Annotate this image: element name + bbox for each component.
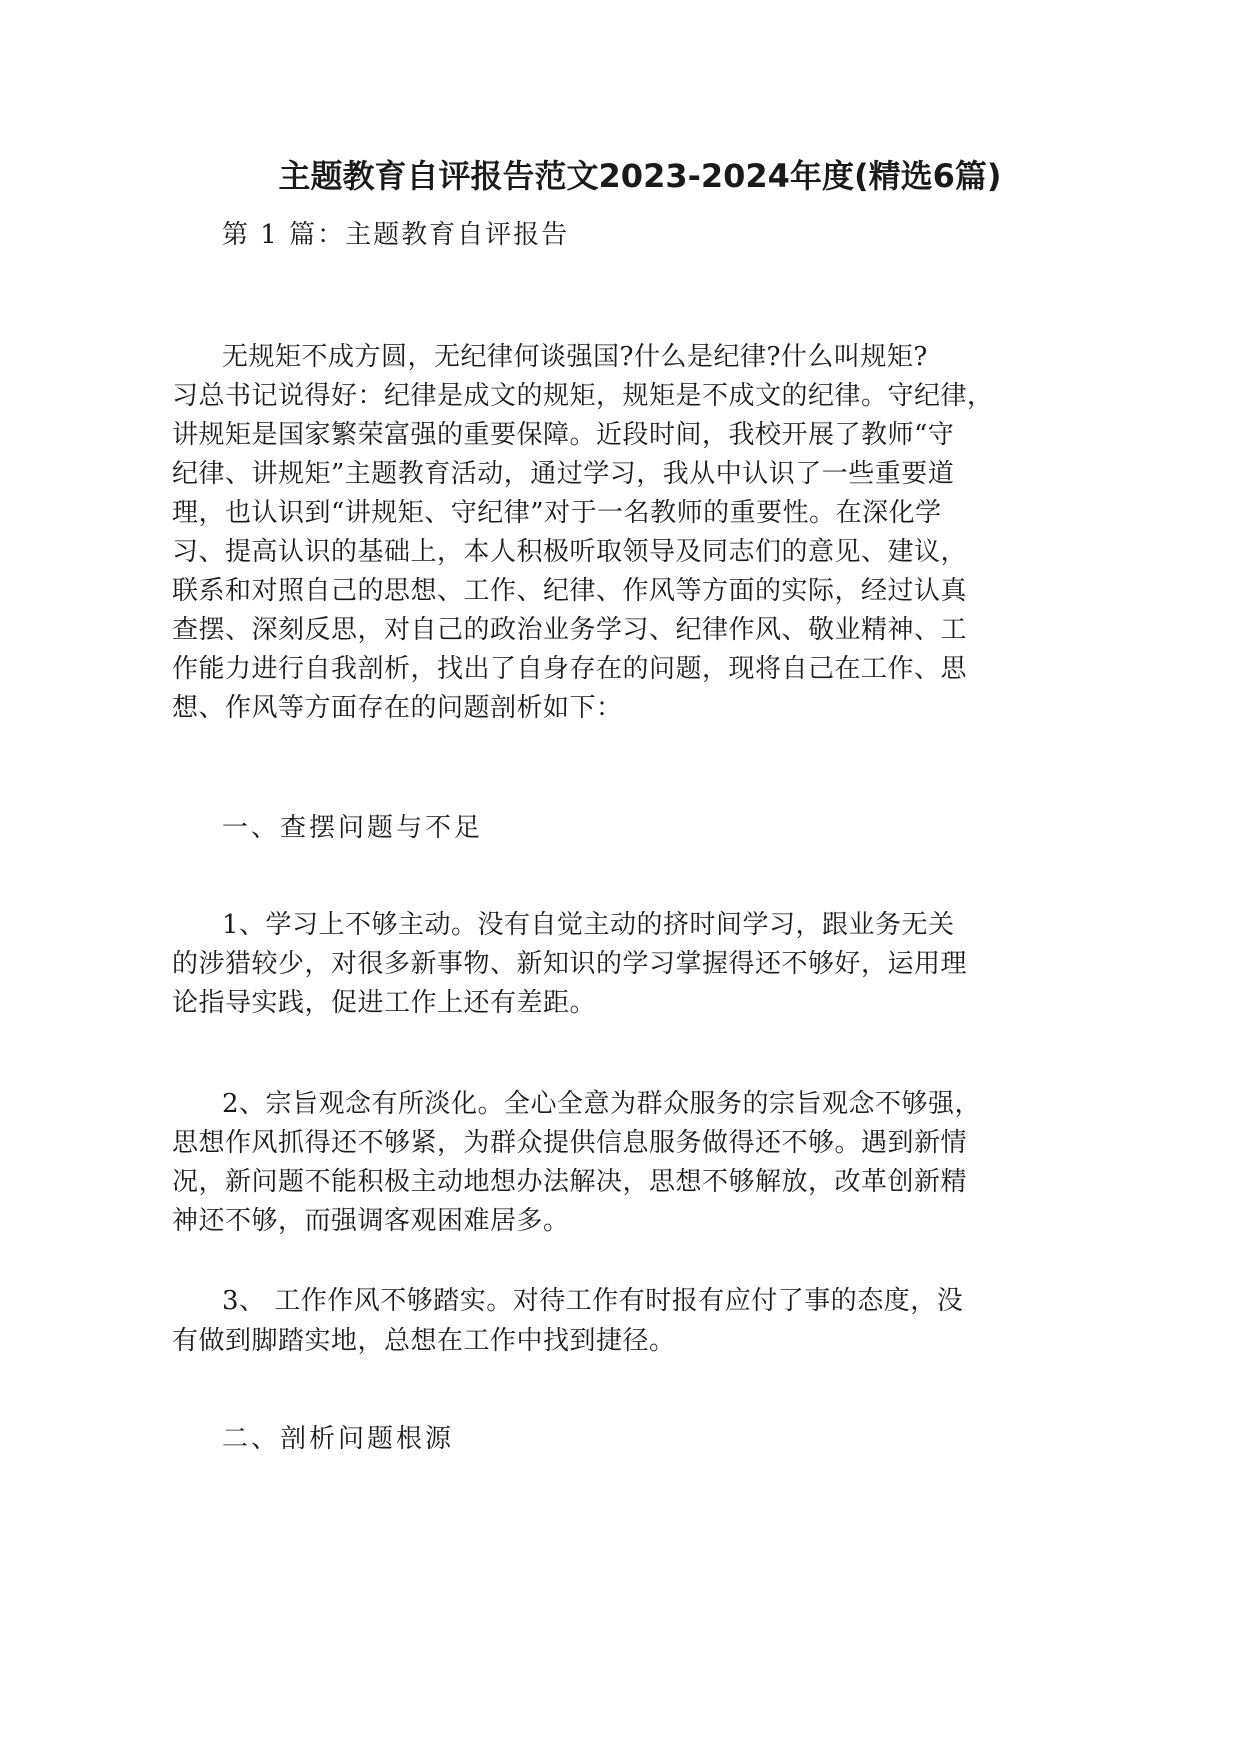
paragraph-line: 纪律、讲规矩”主题教育活动，通过学习，我从中认识了一些重要道 xyxy=(172,459,955,489)
paragraph-line: 习、提高认识的基础上，本人积极听取领导及同志们的意见、建议， xyxy=(172,537,968,567)
paragraph-line: 习总书记说得好：纪律是成文的规矩，规矩是不成文的纪律。守纪律， xyxy=(172,381,994,411)
paragraph-line: 作能力进行自我剖析，找出了自身存在的问题，现将自己在工作、思 xyxy=(172,654,968,684)
paragraph-line: 想、作风等方面存在的问题剖析如下： xyxy=(172,693,623,723)
paragraph-line: 查摆、深刻反思，对自己的政治业务学习、纪律作风、敬业精神、工 xyxy=(172,615,968,645)
paragraph-line: 的涉猎较少，对很多新事物、新知识的学习掌握得还不够好，运用理 xyxy=(172,949,968,979)
section-heading-1: 一、查摆问题与不足 xyxy=(222,813,484,843)
paragraph-line: 无规矩不成方圆，无纪律何谈强国?什么是纪律?什么叫规矩? xyxy=(222,342,928,372)
paragraph-line: 况，新问题不能积极主动地想办法解决，思想不够解放，改革创新精 xyxy=(172,1167,968,1197)
paragraph-line: 有做到脚踏实地，总想在工作中找到捷径。 xyxy=(172,1326,676,1356)
paragraph-line: 神还不够，而强调客观困难居多。 xyxy=(172,1206,570,1236)
paragraph-line: 理，也认识到“讲规矩、守纪律”对于一名教师的重要性。在深化学 xyxy=(172,498,942,528)
paragraph-line: 3、 工作作风不够踏实。对待工作有时报有应付了事的态度，没 xyxy=(222,1286,964,1316)
paragraph-line: 1、学习上不够主动。没有自觉主动的挤时间学习，跟业务无关 xyxy=(222,910,955,940)
chapter-label: 第 1 篇：主题教育自评报告 xyxy=(222,220,570,250)
paragraph-line: 2、宗旨观念有所淡化。全心全意为群众服务的宗旨观念不够强， xyxy=(222,1089,982,1119)
paragraph-line: 论指导实践，促进工作上还有差距。 xyxy=(172,988,597,1018)
document-title: 主题教育自评报告范文2023-2024年度(精选6篇) xyxy=(278,157,1002,195)
paragraph-line: 思想作风抓得还不够紧，为群众提供信息服务做得还不够。遇到新情 xyxy=(172,1128,968,1158)
paragraph-line: 讲规矩是国家繁荣富强的重要保障。近段时间，我校开展了教师“守 xyxy=(172,420,955,450)
section-heading-2: 二、剖析问题根源 xyxy=(222,1424,455,1454)
paragraph-line: 联系和对照自己的思想、工作、纪律、作风等方面的实际，经过认真 xyxy=(172,576,968,606)
